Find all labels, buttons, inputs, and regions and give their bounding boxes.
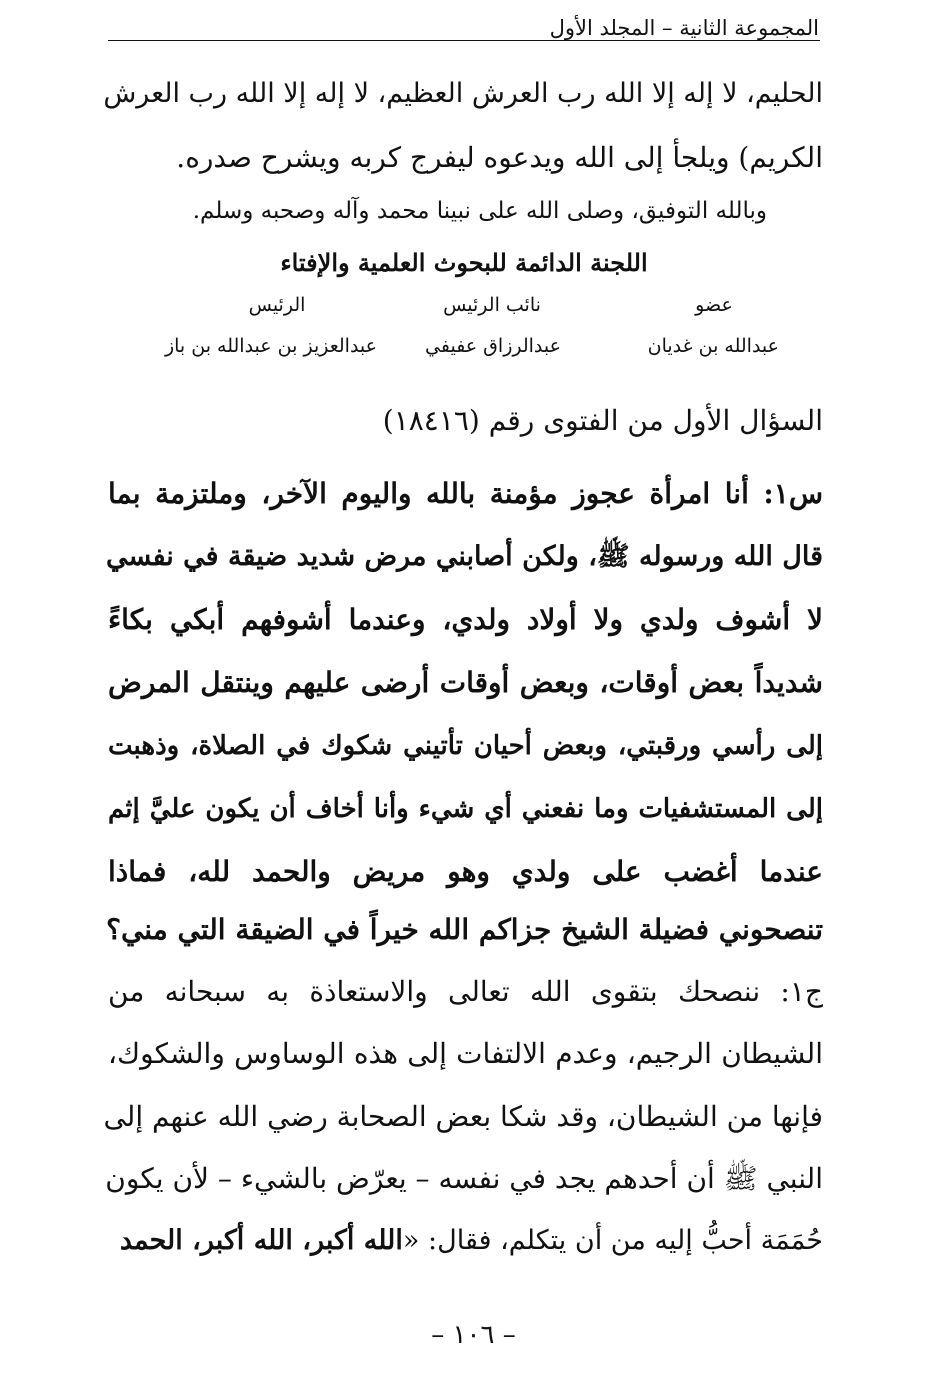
answer-line: ج١: ننصحك بتقوى الله تعالى والاستعاذة به سبحانه من [108, 975, 823, 1008]
answer-quote: الله أكبر، الله أكبر، الحمد [119, 1225, 403, 1256]
closing-line: وبالله التوفيق، وصلى الله على نبينا محمد وآله وصحبه وسلم. [192, 198, 767, 224]
question-line: شديداً بعض أوقات، وبعض أوقات أرضى عليهم وينتقل المرض [108, 666, 823, 699]
committee-title: اللجنة الدائمة للبحوث العلمية والإفتاء [280, 248, 648, 277]
member-role: الرئيس [248, 294, 306, 316]
question-line: إلى المستشفيات وما نفعني أي شيء وأنا أخاف أن يكون عليَّ إثم [108, 794, 823, 824]
answer-text: حُمَمَة أحبُّ إليه من أن يتكلم، فقال: « [402, 1225, 823, 1256]
intro-line: الحليم، لا إله إلا الله رب العرش العظيم، لا إله إلا الله رب العرش [103, 78, 823, 109]
member-name: عبدالله بن غديان [647, 335, 779, 357]
member-role: نائب الرئيس [443, 294, 541, 316]
answer-line: النبي ﷺ أن أحدهم يجد في نفسه – يعرّض بالشيء – لأن يكون [105, 1162, 823, 1195]
answer-line: الشيطان الرجيم، وعدم الالتفات إلى هذه الوساوس والشكوك، [108, 1037, 823, 1070]
question-line: لا أشوف ولدي ولا أولاد ولدي، وعندما أشوفهم أبكي بكاءً [108, 603, 823, 636]
running-header: المجموعة الثانية – المجلد الأول [549, 16, 819, 40]
question-line: س١: أنا امرأة عجوز مؤمنة بالله واليوم الآخر، وملتزمة بما [108, 477, 823, 510]
question-line: عندما أغضب على ولدي وهو مريض والحمد لله، فماذا [108, 855, 823, 888]
question-line: قال الله ورسوله ﷺ، ولكن أصابني مرض شديد ضيقة في نفسي [106, 541, 823, 572]
answer-line: فإنها من الشيطان، وقد شكا بعض الصحابة رضي الله عنهم إلى [103, 1100, 823, 1133]
member-name: عبدالعزيز بن عبدالله بن باز [164, 335, 377, 357]
page-number: – ١٠٦ – [431, 1320, 516, 1350]
header-rule [108, 40, 820, 41]
question-line: إلى رأسي ورقبتي، وبعض أحيان تأتيني شكوك في الصلاة، وذهبت [108, 731, 823, 761]
fatwa-title: السؤال الأول من الفتوى رقم (١٨٤١٦) [382, 404, 823, 437]
intro-line: الكريم) ويلجأ إلى الله ويدعوه ليفرج كربه ويشرح صدره. [176, 141, 823, 174]
member-role: عضو [695, 294, 733, 316]
question-line: تنصحوني فضيلة الشيخ جزاكم الله خيراً في الضيقة التي مني؟ [106, 913, 823, 946]
answer-line [120, 1221, 823, 1261]
member-name: عبدالرزاق عفيفي [425, 335, 561, 357]
